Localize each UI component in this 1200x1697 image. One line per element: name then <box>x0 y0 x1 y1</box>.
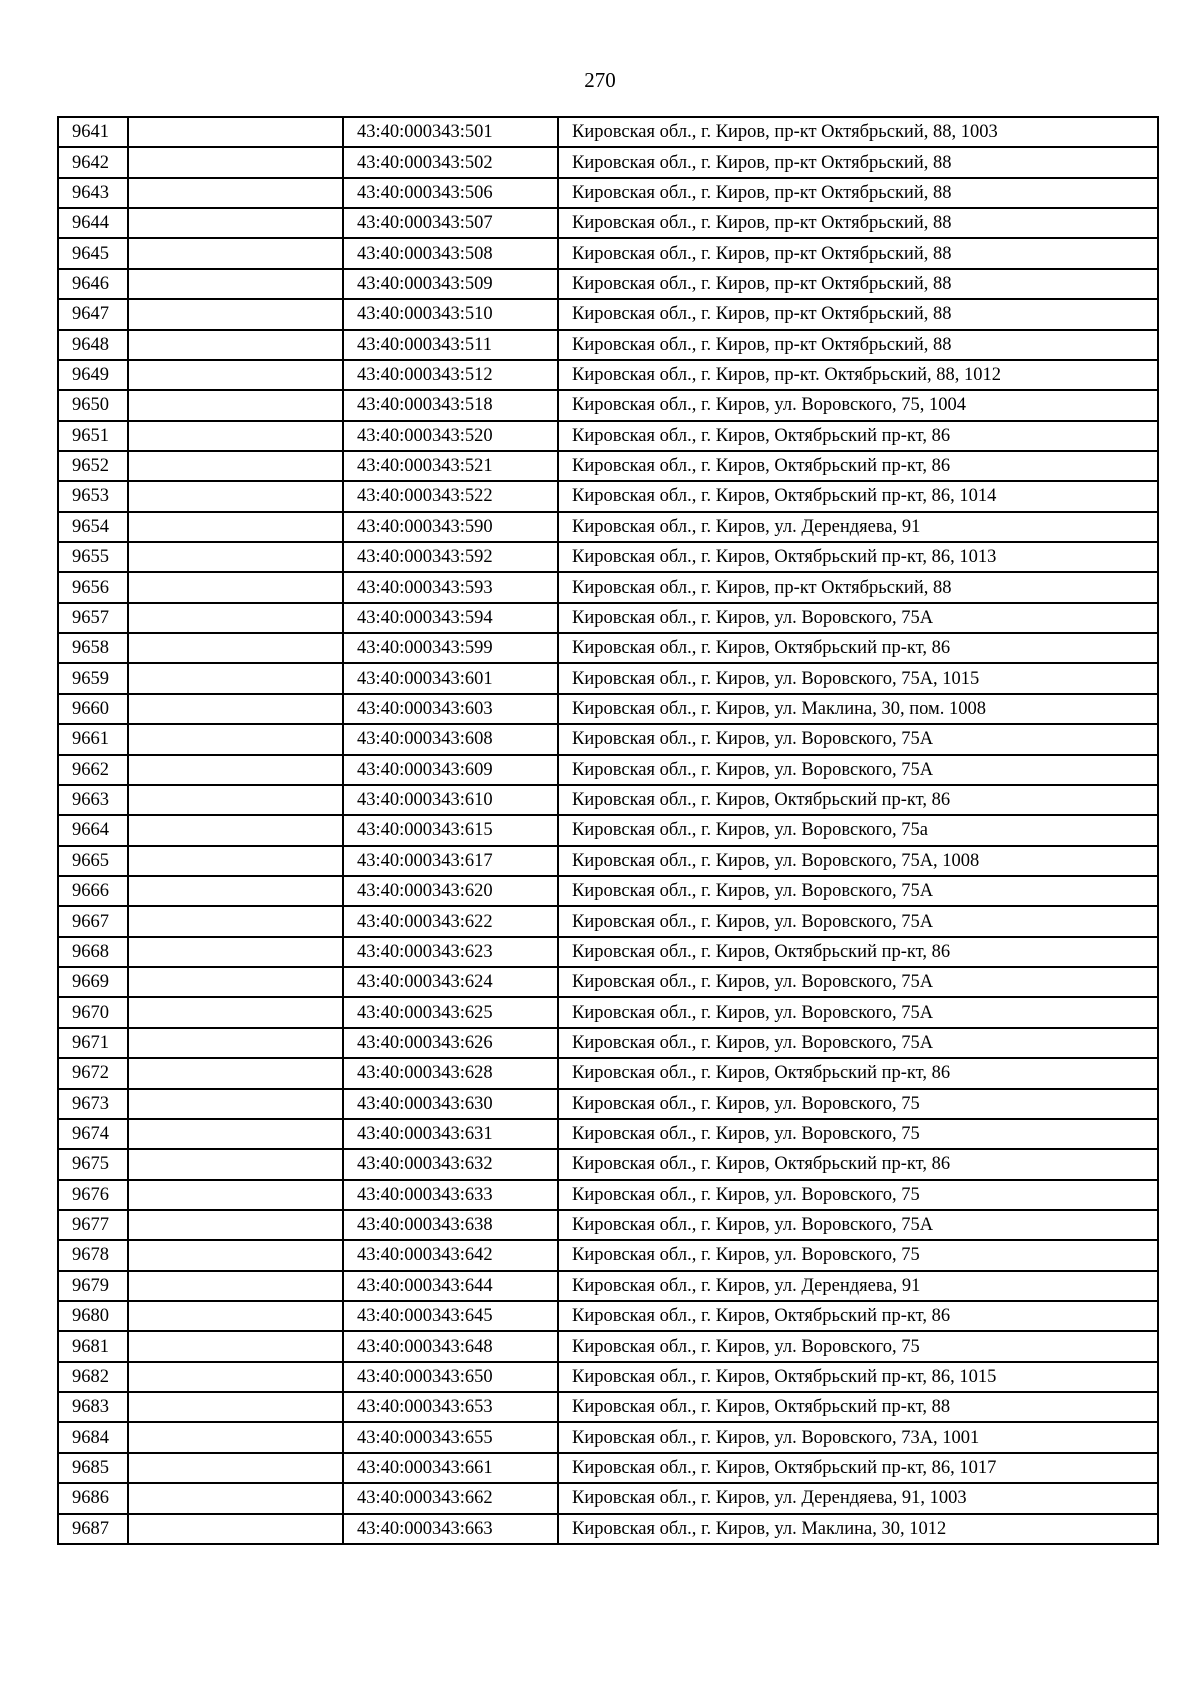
address-cell: Кировская обл., г. Киров, Октябрьский пр-кт, 86 <box>558 633 1158 663</box>
empty-cell <box>128 633 343 663</box>
empty-cell <box>128 572 343 602</box>
row-number-cell: 9646 <box>58 269 128 299</box>
empty-cell <box>128 603 343 633</box>
cadastral-number-cell: 43:40:000343:610 <box>343 785 558 815</box>
table-row <box>58 421 1158 451</box>
address-cell: Кировская обл., г. Киров, пр-кт Октябрьский, 88 <box>558 572 1158 602</box>
address-cell: Кировская обл., г. Киров, пр-кт Октябрьский, 88 <box>558 147 1158 177</box>
row-number-cell: 9671 <box>58 1028 128 1058</box>
table-row <box>58 724 1158 754</box>
address-cell: Кировская обл., г. Киров, пр-кт Октябрьский, 88 <box>558 269 1158 299</box>
empty-cell <box>128 512 343 542</box>
cadastral-number-cell: 43:40:000343:638 <box>343 1210 558 1240</box>
empty-cell <box>128 1271 343 1301</box>
address-cell: Кировская обл., г. Киров, ул. Воровского, 75 <box>558 1180 1158 1210</box>
empty-cell <box>128 542 343 572</box>
empty-cell <box>128 1210 343 1240</box>
empty-cell <box>128 906 343 936</box>
row-number-cell: 9651 <box>58 421 128 451</box>
empty-cell <box>128 694 343 724</box>
table-row <box>58 633 1158 663</box>
row-number-cell: 9676 <box>58 1180 128 1210</box>
address-cell: Кировская обл., г. Киров, ул. Воровского, 75 <box>558 1331 1158 1361</box>
address-cell: Кировская обл., г. Киров, ул. Воровского, 75 <box>558 1240 1158 1270</box>
address-cell: Кировская обл., г. Киров, ул. Дерендяева, 91 <box>558 1271 1158 1301</box>
table-row <box>58 330 1158 360</box>
cadastral-number-cell: 43:40:000343:502 <box>343 147 558 177</box>
address-cell: Кировская обл., г. Киров, Октябрьский пр-кт, 86 <box>558 1301 1158 1331</box>
cadastral-number-cell: 43:40:000343:628 <box>343 1058 558 1088</box>
table-row <box>58 117 1158 147</box>
empty-cell <box>128 1301 343 1331</box>
address-cell: Кировская обл., г. Киров, Октябрьский пр-кт, 86 <box>558 937 1158 967</box>
empty-cell <box>128 360 343 390</box>
address-cell: Кировская обл., г. Киров, ул. Воровского, 75А <box>558 967 1158 997</box>
address-cell: Кировская обл., г. Киров, пр-кт Октябрьский, 88, 1003 <box>558 117 1158 147</box>
address-cell: Кировская обл., г. Киров, Октябрьский пр-кт, 86 <box>558 1058 1158 1088</box>
table-row <box>58 1028 1158 1058</box>
table-row <box>58 238 1158 268</box>
row-number-cell: 9652 <box>58 451 128 481</box>
row-number-cell: 9653 <box>58 481 128 511</box>
table-row <box>58 1240 1158 1270</box>
row-number-cell: 9684 <box>58 1422 128 1452</box>
address-cell: Кировская обл., г. Киров, ул. Воровского, 75А <box>558 1210 1158 1240</box>
cadastral-number-cell: 43:40:000343:630 <box>343 1089 558 1119</box>
row-number-cell: 9641 <box>58 117 128 147</box>
table-row <box>58 1422 1158 1452</box>
empty-cell <box>128 1453 343 1483</box>
row-number-cell: 9681 <box>58 1331 128 1361</box>
row-number-cell: 9672 <box>58 1058 128 1088</box>
empty-cell <box>128 117 343 147</box>
address-cell: Кировская обл., г. Киров, ул. Воровского, 75А <box>558 997 1158 1027</box>
row-number-cell: 9644 <box>58 208 128 238</box>
row-number-cell: 9665 <box>58 846 128 876</box>
empty-cell <box>128 937 343 967</box>
address-cell: Кировская обл., г. Киров, ул. Воровского, 75А <box>558 603 1158 633</box>
address-cell: Кировская обл., г. Киров, пр-кт. Октябрьский, 88, 1012 <box>558 360 1158 390</box>
row-number-cell: 9659 <box>58 663 128 693</box>
address-cell: Кировская обл., г. Киров, пр-кт Октябрьский, 88 <box>558 330 1158 360</box>
address-cell: Кировская обл., г. Киров, Октябрьский пр-кт, 86 <box>558 785 1158 815</box>
table-row <box>58 694 1158 724</box>
table-row <box>58 1058 1158 1088</box>
row-number-cell: 9647 <box>58 299 128 329</box>
cadastral-number-cell: 43:40:000343:520 <box>343 421 558 451</box>
row-number-cell: 9673 <box>58 1089 128 1119</box>
address-cell: Кировская обл., г. Киров, ул. Воровского, 75А <box>558 1028 1158 1058</box>
row-number-cell: 9666 <box>58 876 128 906</box>
table-row <box>58 1210 1158 1240</box>
cadastral-number-cell: 43:40:000343:625 <box>343 997 558 1027</box>
row-number-cell: 9642 <box>58 147 128 177</box>
cadastral-number-cell: 43:40:000343:620 <box>343 876 558 906</box>
cadastral-number-cell: 43:40:000343:511 <box>343 330 558 360</box>
empty-cell <box>128 724 343 754</box>
address-cell: Кировская обл., г. Киров, Октябрьский пр-кт, 86 <box>558 1149 1158 1179</box>
cadastral-number-cell: 43:40:000343:626 <box>343 1028 558 1058</box>
address-cell: Кировская обл., г. Киров, ул. Воровского, 75А, 1015 <box>558 663 1158 693</box>
address-cell: Кировская обл., г. Киров, Октябрьский пр-кт, 86 <box>558 451 1158 481</box>
empty-cell <box>128 1483 343 1513</box>
address-cell: Кировская обл., г. Киров, ул. Воровского, 75А, 1008 <box>558 846 1158 876</box>
empty-cell <box>128 238 343 268</box>
empty-cell <box>128 997 343 1027</box>
row-number-cell: 9662 <box>58 755 128 785</box>
table-row <box>58 815 1158 845</box>
empty-cell <box>128 147 343 177</box>
empty-cell <box>128 178 343 208</box>
empty-cell <box>128 967 343 997</box>
empty-cell <box>128 1180 343 1210</box>
table-row <box>58 1089 1158 1119</box>
empty-cell <box>128 1240 343 1270</box>
empty-cell <box>128 1514 343 1544</box>
row-number-cell: 9656 <box>58 572 128 602</box>
cadastral-number-cell: 43:40:000343:645 <box>343 1301 558 1331</box>
cadastral-number-cell: 43:40:000343:624 <box>343 967 558 997</box>
table-row <box>58 1119 1158 1149</box>
cadastral-number-cell: 43:40:000343:518 <box>343 390 558 420</box>
address-cell: Кировская обл., г. Киров, Октябрьский пр-кт, 86 <box>558 421 1158 451</box>
empty-cell <box>128 1331 343 1361</box>
address-cell: Кировская обл., г. Киров, ул. Воровского, 75, 1004 <box>558 390 1158 420</box>
empty-cell <box>128 876 343 906</box>
address-cell: Кировская обл., г. Киров, ул. Воровского, 75А <box>558 755 1158 785</box>
empty-cell <box>128 1392 343 1422</box>
row-number-cell: 9661 <box>58 724 128 754</box>
table-row <box>58 1392 1158 1422</box>
address-cell: Кировская обл., г. Киров, Октябрьский пр-кт, 86, 1017 <box>558 1453 1158 1483</box>
registry-table <box>57 116 1159 1545</box>
row-number-cell: 9654 <box>58 512 128 542</box>
address-cell: Кировская обл., г. Киров, ул. Дерендяева, 91 <box>558 512 1158 542</box>
address-cell: Кировская обл., г. Киров, ул. Дерендяева, 91, 1003 <box>558 1483 1158 1513</box>
empty-cell <box>128 1028 343 1058</box>
address-cell: Кировская обл., г. Киров, пр-кт Октябрьский, 88 <box>558 208 1158 238</box>
row-number-cell: 9645 <box>58 238 128 268</box>
address-cell: Кировская обл., г. Киров, ул. Маклина, 30, 1012 <box>558 1514 1158 1544</box>
row-number-cell: 9658 <box>58 633 128 663</box>
row-number-cell: 9664 <box>58 815 128 845</box>
empty-cell <box>128 390 343 420</box>
empty-cell <box>128 1422 343 1452</box>
cadastral-number-cell: 43:40:000343:644 <box>343 1271 558 1301</box>
table-row <box>58 937 1158 967</box>
cadastral-number-cell: 43:40:000343:603 <box>343 694 558 724</box>
cadastral-number-cell: 43:40:000343:609 <box>343 755 558 785</box>
cadastral-number-cell: 43:40:000343:593 <box>343 572 558 602</box>
cadastral-number-cell: 43:40:000343:522 <box>343 481 558 511</box>
table-row <box>58 846 1158 876</box>
cadastral-number-cell: 43:40:000343:594 <box>343 603 558 633</box>
table-row <box>58 906 1158 936</box>
table-row <box>58 1271 1158 1301</box>
page-number: 270 <box>584 68 616 92</box>
empty-cell <box>128 1089 343 1119</box>
cadastral-number-cell: 43:40:000343:510 <box>343 299 558 329</box>
address-cell: Кировская обл., г. Киров, ул. Воровского, 75 <box>558 1119 1158 1149</box>
table-row <box>58 1362 1158 1392</box>
cadastral-number-cell: 43:40:000343:501 <box>343 117 558 147</box>
cadastral-number-cell: 43:40:000343:599 <box>343 633 558 663</box>
row-number-cell: 9675 <box>58 1149 128 1179</box>
row-number-cell: 9649 <box>58 360 128 390</box>
address-cell: Кировская обл., г. Киров, ул. Воровского, 75А <box>558 876 1158 906</box>
cadastral-number-cell: 43:40:000343:617 <box>343 846 558 876</box>
table-row <box>58 997 1158 1027</box>
row-number-cell: 9677 <box>58 1210 128 1240</box>
row-number-cell: 9686 <box>58 1483 128 1513</box>
cadastral-number-cell: 43:40:000343:633 <box>343 1180 558 1210</box>
table-row <box>58 785 1158 815</box>
empty-cell <box>128 785 343 815</box>
cadastral-number-cell: 43:40:000343:661 <box>343 1453 558 1483</box>
empty-cell <box>128 330 343 360</box>
cadastral-number-cell: 43:40:000343:506 <box>343 178 558 208</box>
row-number-cell: 9683 <box>58 1392 128 1422</box>
table-row <box>58 360 1158 390</box>
cadastral-number-cell: 43:40:000343:590 <box>343 512 558 542</box>
table-row <box>58 208 1158 238</box>
row-number-cell: 9667 <box>58 906 128 936</box>
cadastral-number-cell: 43:40:000343:508 <box>343 238 558 268</box>
row-number-cell: 9674 <box>58 1119 128 1149</box>
cadastral-number-cell: 43:40:000343:623 <box>343 937 558 967</box>
address-cell: Кировская обл., г. Киров, ул. Воровского, 75 <box>558 1089 1158 1119</box>
table-row <box>58 663 1158 693</box>
cadastral-number-cell: 43:40:000343:631 <box>343 1119 558 1149</box>
row-number-cell: 9670 <box>58 997 128 1027</box>
table-row <box>58 390 1158 420</box>
table-row <box>58 1483 1158 1513</box>
row-number-cell: 9648 <box>58 330 128 360</box>
table-row <box>58 1453 1158 1483</box>
row-number-cell: 9668 <box>58 937 128 967</box>
address-cell: Кировская обл., г. Киров, Октябрьский пр-кт, 86, 1014 <box>558 481 1158 511</box>
row-number-cell: 9678 <box>58 1240 128 1270</box>
empty-cell <box>128 208 343 238</box>
row-number-cell: 9685 <box>58 1453 128 1483</box>
empty-cell <box>128 1149 343 1179</box>
cadastral-number-cell: 43:40:000343:622 <box>343 906 558 936</box>
cadastral-number-cell: 43:40:000343:655 <box>343 1422 558 1452</box>
row-number-cell: 9680 <box>58 1301 128 1331</box>
row-number-cell: 9657 <box>58 603 128 633</box>
empty-cell <box>128 846 343 876</box>
empty-cell <box>128 299 343 329</box>
empty-cell <box>128 1362 343 1392</box>
cadastral-number-cell: 43:40:000343:642 <box>343 1240 558 1270</box>
cadastral-number-cell: 43:40:000343:615 <box>343 815 558 845</box>
table-row <box>58 967 1158 997</box>
cadastral-number-cell: 43:40:000343:507 <box>343 208 558 238</box>
address-cell: Кировская обл., г. Киров, Октябрьский пр-кт, 88 <box>558 1392 1158 1422</box>
address-cell: Кировская обл., г. Киров, ул. Маклина, 30, пом. 1008 <box>558 694 1158 724</box>
table-row <box>58 178 1158 208</box>
table-row <box>58 542 1158 572</box>
empty-cell <box>128 269 343 299</box>
empty-cell <box>128 755 343 785</box>
row-number-cell: 9682 <box>58 1362 128 1392</box>
cadastral-number-cell: 43:40:000343:653 <box>343 1392 558 1422</box>
table-row <box>58 451 1158 481</box>
empty-cell <box>128 481 343 511</box>
table-row <box>58 299 1158 329</box>
cadastral-number-cell: 43:40:000343:509 <box>343 269 558 299</box>
table-row <box>58 512 1158 542</box>
row-number-cell: 9687 <box>58 1514 128 1544</box>
row-number-cell: 9679 <box>58 1271 128 1301</box>
row-number-cell: 9643 <box>58 178 128 208</box>
cadastral-number-cell: 43:40:000343:592 <box>343 542 558 572</box>
empty-cell <box>128 1119 343 1149</box>
table-row <box>58 1514 1158 1544</box>
cadastral-number-cell: 43:40:000343:650 <box>343 1362 558 1392</box>
table-row <box>58 269 1158 299</box>
table-row <box>58 876 1158 906</box>
empty-cell <box>128 815 343 845</box>
address-cell: Кировская обл., г. Киров, пр-кт Октябрьский, 88 <box>558 238 1158 268</box>
cadastral-number-cell: 43:40:000343:512 <box>343 360 558 390</box>
address-cell: Кировская обл., г. Киров, ул. Воровского, 75А <box>558 906 1158 936</box>
row-number-cell: 9650 <box>58 390 128 420</box>
table-row <box>58 1331 1158 1361</box>
row-number-cell: 9663 <box>58 785 128 815</box>
registry-table-body <box>58 117 1158 1544</box>
address-cell: Кировская обл., г. Киров, пр-кт Октябрьский, 88 <box>558 178 1158 208</box>
cadastral-number-cell: 43:40:000343:648 <box>343 1331 558 1361</box>
row-number-cell: 9669 <box>58 967 128 997</box>
address-cell: Кировская обл., г. Киров, Октябрьский пр-кт, 86, 1013 <box>558 542 1158 572</box>
cadastral-number-cell: 43:40:000343:632 <box>343 1149 558 1179</box>
cadastral-number-cell: 43:40:000343:601 <box>343 663 558 693</box>
table-row <box>58 755 1158 785</box>
table-row <box>58 1180 1158 1210</box>
row-number-cell: 9655 <box>58 542 128 572</box>
empty-cell <box>128 663 343 693</box>
address-cell: Кировская обл., г. Киров, Октябрьский пр-кт, 86, 1015 <box>558 1362 1158 1392</box>
empty-cell <box>128 421 343 451</box>
address-cell: Кировская обл., г. Киров, ул. Воровского, 75а <box>558 815 1158 845</box>
cadastral-number-cell: 43:40:000343:521 <box>343 451 558 481</box>
address-cell: Кировская обл., г. Киров, пр-кт Октябрьский, 88 <box>558 299 1158 329</box>
address-cell: Кировская обл., г. Киров, ул. Воровского, 75А <box>558 724 1158 754</box>
cadastral-number-cell: 43:40:000343:608 <box>343 724 558 754</box>
address-cell: Кировская обл., г. Киров, ул. Воровского, 73А, 1001 <box>558 1422 1158 1452</box>
empty-cell <box>128 451 343 481</box>
row-number-cell: 9660 <box>58 694 128 724</box>
cadastral-number-cell: 43:40:000343:663 <box>343 1514 558 1544</box>
table-row <box>58 572 1158 602</box>
cadastral-number-cell: 43:40:000343:662 <box>343 1483 558 1513</box>
empty-cell <box>128 1058 343 1088</box>
table-row <box>58 1149 1158 1179</box>
table-row <box>58 147 1158 177</box>
table-row <box>58 603 1158 633</box>
table-row <box>58 1301 1158 1331</box>
table-row <box>58 481 1158 511</box>
